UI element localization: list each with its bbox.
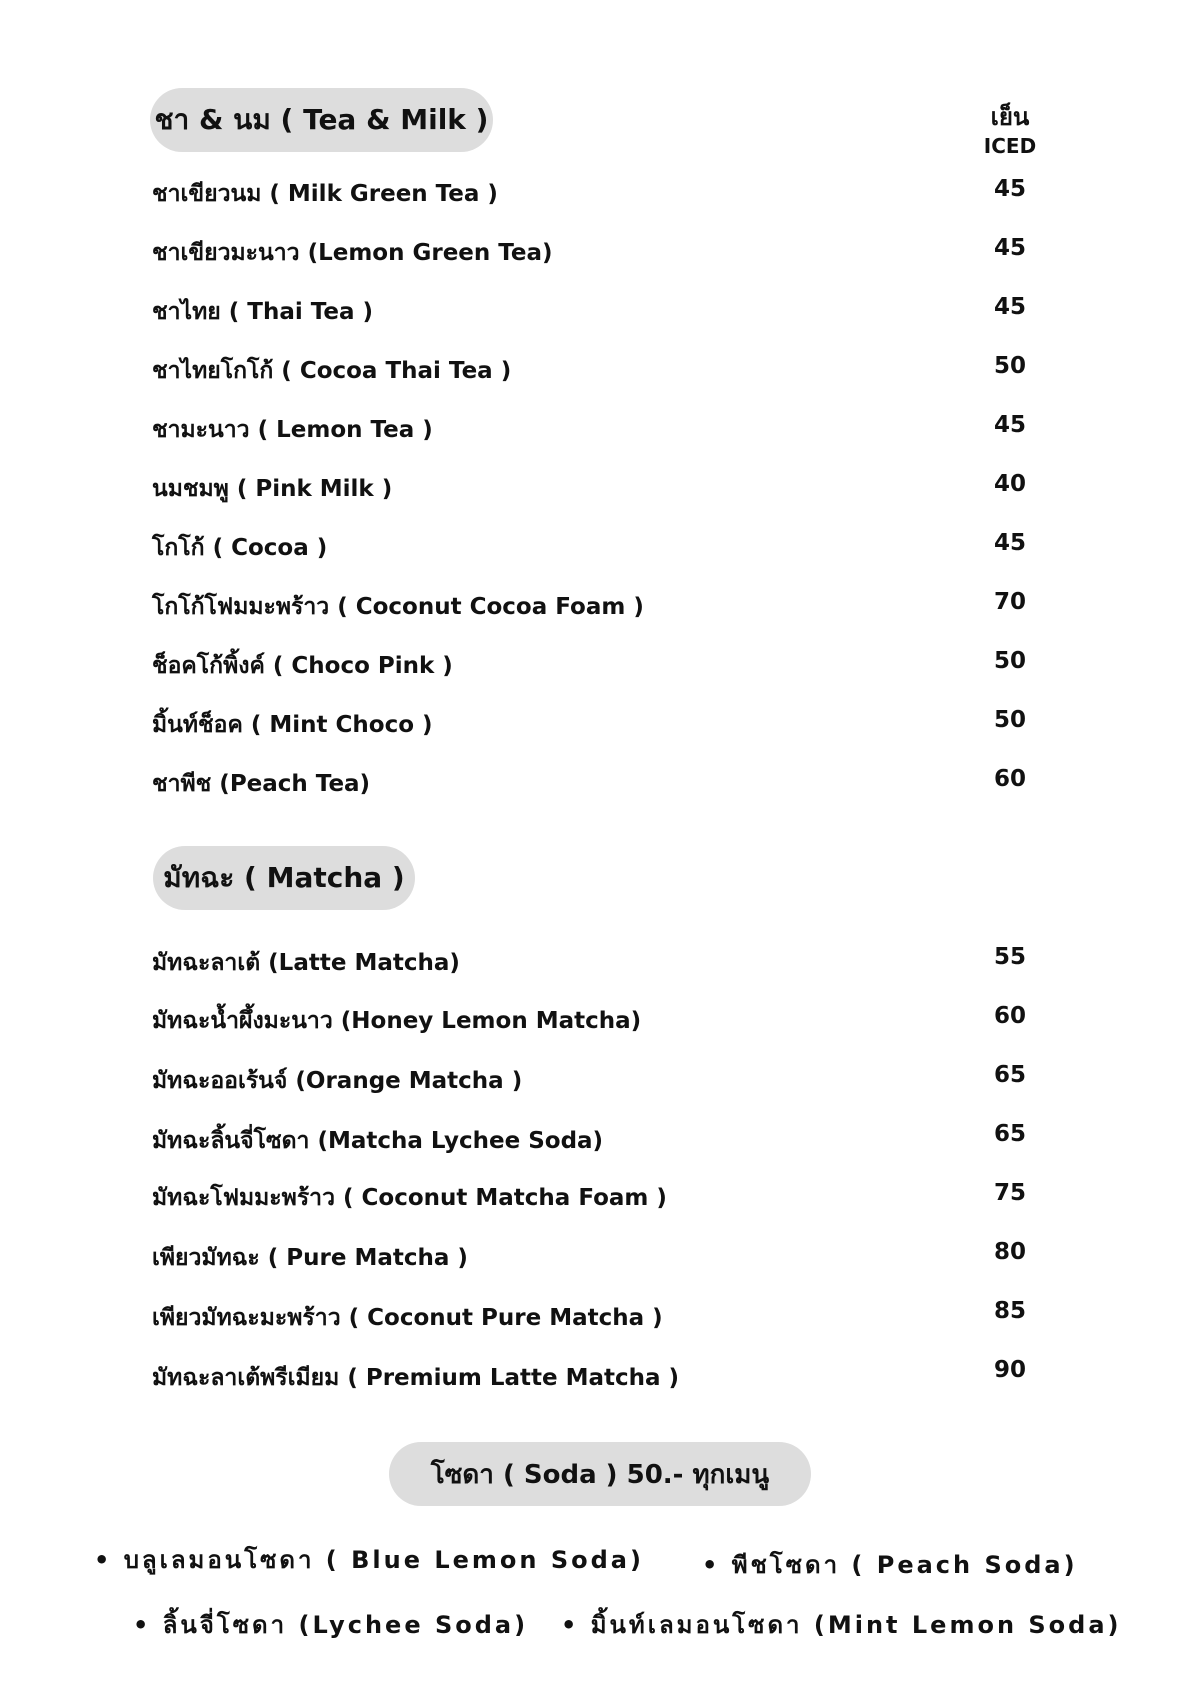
matcha-item-price: 90 <box>993 1357 1026 1383</box>
tea-milk-heading: ชา & นม ( Tea & Milk ) <box>150 88 493 152</box>
price-header-iced: ICED <box>983 134 1037 158</box>
tea-item-name: ชาเขียวมะนาว (Lemon Green Tea) <box>152 240 553 266</box>
tea-item-name: มิ้นท์ช็อค ( Mint Choco ) <box>152 712 433 738</box>
tea-item-name: ชาไทยโกโก้ ( Cocoa Thai Tea ) <box>152 358 512 384</box>
tea-item-price: 60 <box>993 766 1026 792</box>
matcha-item-name: เพียวมัทฉะ ( Pure Matcha ) <box>152 1245 468 1271</box>
tea-item-price: 50 <box>993 707 1026 733</box>
tea-item-name: โกโก้โฟมมะพร้าว ( Coconut Cocoa Foam ) <box>152 594 644 620</box>
tea-item-price: 45 <box>993 412 1026 438</box>
soda-item: • มิ้นท์เลมอนโซดา (Mint Lemon Soda) <box>561 1611 1122 1639</box>
matcha-item-name: มัทฉะโฟมมะพร้าว ( Coconut Matcha Foam ) <box>152 1185 667 1211</box>
matcha-item-price: 60 <box>993 1003 1026 1029</box>
matcha-item-name: มัทฉะออเร้นจ์ (Orange Matcha ) <box>152 1068 523 1094</box>
soda-item: • พีชโซดา ( Peach Soda) <box>702 1551 1078 1579</box>
matcha-item-price: 85 <box>993 1298 1026 1324</box>
matcha-item-name: มัทฉะน้ำผึ้งมะนาว (Honey Lemon Matcha) <box>152 1008 642 1034</box>
tea-item-price: 70 <box>993 589 1026 615</box>
matcha-item-name: มัทฉะลาเต้พรีเมียม ( Premium Latte Matcha ) <box>152 1365 680 1391</box>
tea-item-price: 45 <box>993 294 1026 320</box>
matcha-item-price: 75 <box>993 1180 1026 1206</box>
price-header-thai: เย็น <box>990 103 1030 131</box>
tea-item-price: 40 <box>993 471 1026 497</box>
tea-item-name: ช็อคโก้พิ้งค์ ( Choco Pink ) <box>152 653 453 679</box>
matcha-item-name: มัทฉะลาเต้ (Latte Matcha) <box>152 950 460 976</box>
matcha-item-price: 80 <box>993 1239 1026 1265</box>
tea-item-name: ชาไทย ( Thai Tea ) <box>152 299 374 325</box>
price-column-header <box>970 102 1050 160</box>
soda-heading: โซดา ( Soda ) 50.- ทุกเมนู <box>389 1442 811 1506</box>
matcha-heading: มัทฉะ ( Matcha ) <box>153 846 415 910</box>
tea-item-name: โกโก้ ( Cocoa ) <box>152 535 328 561</box>
tea-item-price: 50 <box>993 648 1026 674</box>
tea-item-price: 45 <box>993 176 1026 202</box>
matcha-item-price: 55 <box>993 944 1026 970</box>
tea-item-price: 50 <box>993 353 1026 379</box>
matcha-item-name: มัทฉะลิ้นจี่โซดา (Matcha Lychee Soda) <box>152 1128 604 1154</box>
soda-item: • บลูเลมอนโซดา ( Blue Lemon Soda) <box>94 1546 644 1574</box>
tea-item-name: นมชมพู ( Pink Milk ) <box>152 476 393 502</box>
matcha-item-name: เพียวมัทฉะมะพร้าว ( Coconut Pure Matcha ) <box>152 1305 663 1331</box>
soda-item: • ลิ้นจี่โซดา (Lychee Soda) <box>133 1611 529 1639</box>
tea-item-name: ชามะนาว ( Lemon Tea ) <box>152 417 433 443</box>
tea-item-price: 45 <box>993 235 1026 261</box>
matcha-item-price: 65 <box>993 1062 1026 1088</box>
matcha-item-price: 65 <box>993 1121 1026 1147</box>
tea-item-price: 45 <box>993 530 1026 556</box>
tea-item-name: ชาพีช (Peach Tea) <box>152 771 371 797</box>
tea-item-name: ชาเขียวนม ( Milk Green Tea ) <box>152 181 498 207</box>
